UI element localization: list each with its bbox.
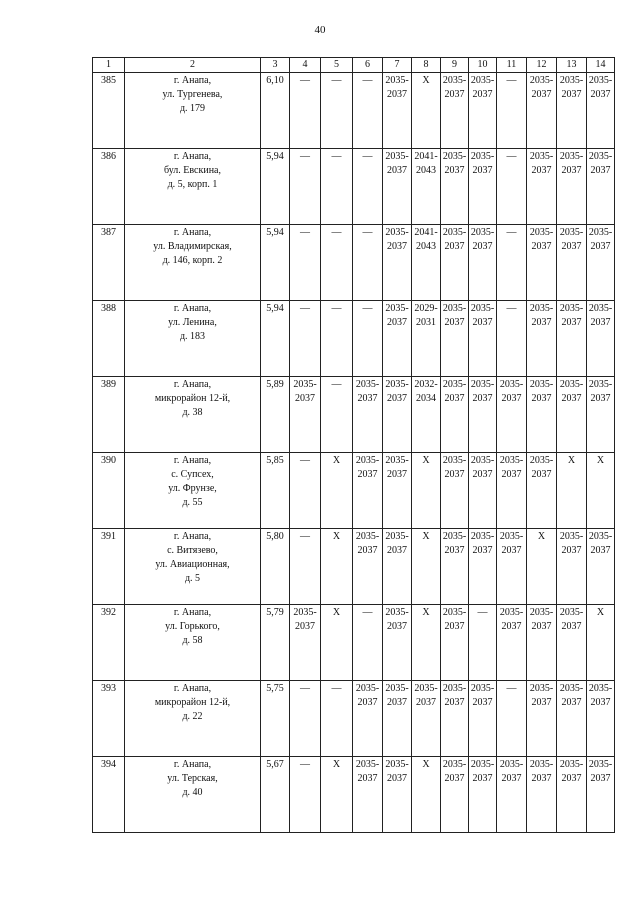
period-cell: — [290, 757, 321, 833]
period-cell: 2035- 2037 [353, 529, 383, 605]
period-cell: 2035- 2037 [441, 529, 469, 605]
row-number: 385 [93, 73, 125, 149]
period-cell: 2035- 2037 [469, 149, 497, 225]
period-cell: 2035- 2037 [441, 377, 469, 453]
period-cell: 2035- 2037 [557, 149, 587, 225]
period-cell: 2035- 2037 [469, 73, 497, 149]
table-row [93, 529, 615, 605]
address-cell: г. Анапа, ул. Владимирская, д. 146, корп. 2 [125, 225, 261, 301]
period-cell: — [321, 681, 353, 757]
column-header: 4 [290, 58, 321, 73]
header-row [93, 58, 615, 73]
column-header: 14 [587, 58, 615, 73]
address-cell: г. Анапа, с. Супсех, ул. Фрунзе, д. 55 [125, 453, 261, 529]
period-cell: — [290, 681, 321, 757]
period-cell: 2035- 2037 [557, 681, 587, 757]
period-cell: 2035- 2037 [383, 225, 412, 301]
row-number: 389 [93, 377, 125, 453]
period-cell: 2035- 2037 [383, 453, 412, 529]
period-cell: 2035- 2037 [497, 529, 527, 605]
period-cell: 2035- 2037 [353, 681, 383, 757]
period-cell: 2035- 2037 [290, 377, 321, 453]
period-cell: — [290, 225, 321, 301]
period-cell: 2035- 2037 [383, 681, 412, 757]
period-cell: X [587, 605, 615, 681]
column-header: 13 [557, 58, 587, 73]
period-cell: 2035- 2037 [587, 757, 615, 833]
period-cell: 2035- 2037 [290, 605, 321, 681]
period-cell: 2035- 2037 [527, 605, 557, 681]
table-row [93, 681, 615, 757]
table-row [93, 605, 615, 681]
period-cell: 2035- 2037 [587, 529, 615, 605]
period-cell: — [290, 73, 321, 149]
period-cell: 2035- 2037 [412, 681, 441, 757]
period-cell: 2035- 2037 [557, 301, 587, 377]
period-cell: X [587, 453, 615, 529]
period-cell: 2035- 2037 [587, 377, 615, 453]
row-number: 392 [93, 605, 125, 681]
period-cell: 2035- 2037 [497, 757, 527, 833]
period-cell: 2035- 2037 [441, 453, 469, 529]
period-cell: X [412, 757, 441, 833]
period-cell: X [412, 453, 441, 529]
table-row [93, 301, 615, 377]
column-header: 10 [469, 58, 497, 73]
row-number: 391 [93, 529, 125, 605]
period-cell: 2035- 2037 [353, 453, 383, 529]
period-cell: X [321, 605, 353, 681]
period-cell: 2035- 2037 [353, 757, 383, 833]
period-cell: 2035- 2037 [441, 605, 469, 681]
column-header: 8 [412, 58, 441, 73]
period-cell: 2035- 2037 [587, 681, 615, 757]
column-header: 11 [497, 58, 527, 73]
period-cell: 2032- 2034 [412, 377, 441, 453]
period-cell: 2035- 2037 [497, 453, 527, 529]
period-cell: 2035- 2037 [441, 225, 469, 301]
period-cell: 2035- 2037 [383, 757, 412, 833]
period-cell: 2035- 2037 [527, 757, 557, 833]
period-cell: 2041- 2043 [412, 149, 441, 225]
area-cell: 5,75 [261, 681, 290, 757]
column-header: 7 [383, 58, 412, 73]
period-cell: — [290, 301, 321, 377]
period-cell: 2035- 2037 [383, 377, 412, 453]
period-cell: 2035- 2037 [469, 225, 497, 301]
table-row [93, 225, 615, 301]
period-cell: 2035- 2037 [383, 73, 412, 149]
address-cell: г. Анапа, ул. Тургенева, д. 179 [125, 73, 261, 149]
table-row [93, 73, 615, 149]
period-cell: — [321, 377, 353, 453]
period-cell: 2035- 2037 [587, 225, 615, 301]
period-cell: — [321, 225, 353, 301]
area-cell: 5,67 [261, 757, 290, 833]
address-cell: г. Анапа, микрорайон 12-й, д. 38 [125, 377, 261, 453]
period-cell: 2035- 2037 [353, 377, 383, 453]
period-cell: 2035- 2037 [527, 301, 557, 377]
period-cell: — [321, 301, 353, 377]
period-cell: 2035- 2037 [441, 757, 469, 833]
period-cell: 2035- 2037 [557, 73, 587, 149]
period-cell: 2041- 2043 [412, 225, 441, 301]
area-cell: 5,89 [261, 377, 290, 453]
area-cell: 5,80 [261, 529, 290, 605]
table-row [93, 377, 615, 453]
period-cell: — [497, 301, 527, 377]
area-cell: 5,85 [261, 453, 290, 529]
table-row [93, 757, 615, 833]
period-cell: X [412, 529, 441, 605]
column-header: 6 [353, 58, 383, 73]
period-cell: — [353, 149, 383, 225]
area-cell: 5,94 [261, 225, 290, 301]
row-number: 390 [93, 453, 125, 529]
row-number: 388 [93, 301, 125, 377]
period-cell: 2035- 2037 [527, 149, 557, 225]
period-cell: 2035- 2037 [557, 377, 587, 453]
column-header: 5 [321, 58, 353, 73]
address-cell: г. Анапа, ул. Терская, д. 40 [125, 757, 261, 833]
period-cell: 2035- 2037 [527, 73, 557, 149]
row-number: 386 [93, 149, 125, 225]
period-cell: 2035- 2037 [587, 149, 615, 225]
period-cell: X [412, 73, 441, 149]
period-cell: — [353, 301, 383, 377]
column-header: 3 [261, 58, 290, 73]
period-cell: 2035- 2037 [383, 529, 412, 605]
period-cell: X [412, 605, 441, 681]
period-cell: X [321, 453, 353, 529]
area-cell: 5,94 [261, 301, 290, 377]
period-cell: 2035- 2037 [557, 225, 587, 301]
period-cell: — [353, 605, 383, 681]
period-cell: — [353, 225, 383, 301]
row-number: 394 [93, 757, 125, 833]
column-header: 1 [93, 58, 125, 73]
repair-schedule-table [92, 57, 615, 833]
period-cell: — [290, 453, 321, 529]
period-cell: 2035- 2037 [469, 529, 497, 605]
period-cell: 2035- 2037 [469, 453, 497, 529]
period-cell: 2035- 2037 [469, 377, 497, 453]
period-cell: 2035- 2037 [527, 377, 557, 453]
area-cell: 6,10 [261, 73, 290, 149]
period-cell: 2035- 2037 [527, 453, 557, 529]
period-cell: 2035- 2037 [441, 73, 469, 149]
period-cell: — [321, 73, 353, 149]
period-cell: 2035- 2037 [497, 605, 527, 681]
period-cell: — [290, 529, 321, 605]
period-cell: — [353, 73, 383, 149]
period-cell: 2029- 2031 [412, 301, 441, 377]
period-cell: 2035- 2037 [441, 681, 469, 757]
period-cell: 2035- 2037 [587, 73, 615, 149]
table-body [93, 73, 615, 833]
period-cell: 2035- 2037 [383, 301, 412, 377]
period-cell: 2035- 2037 [587, 301, 615, 377]
period-cell: 2035- 2037 [527, 225, 557, 301]
column-header: 2 [125, 58, 261, 73]
column-header: 9 [441, 58, 469, 73]
column-header: 12 [527, 58, 557, 73]
address-cell: г. Анапа, с. Витязево, ул. Авиационная, д. 5 [125, 529, 261, 605]
period-cell: — [469, 605, 497, 681]
period-cell: X [321, 529, 353, 605]
table-row [93, 453, 615, 529]
period-cell: 2035- 2037 [497, 377, 527, 453]
period-cell: 2035- 2037 [527, 681, 557, 757]
period-cell: — [497, 225, 527, 301]
address-cell: г. Анапа, ул. Ленина, д. 183 [125, 301, 261, 377]
period-cell: — [497, 73, 527, 149]
period-cell: 2035- 2037 [469, 681, 497, 757]
period-cell: 2035- 2037 [469, 757, 497, 833]
period-cell: 2035- 2037 [557, 529, 587, 605]
period-cell: X [321, 757, 353, 833]
area-cell: 5,94 [261, 149, 290, 225]
address-cell: г. Анапа, ул. Горького, д. 58 [125, 605, 261, 681]
period-cell: 2035- 2037 [383, 605, 412, 681]
page-number: 40 [314, 24, 326, 36]
period-cell: 2035- 2037 [557, 605, 587, 681]
period-cell: X [557, 453, 587, 529]
period-cell: X [527, 529, 557, 605]
area-cell: 5,79 [261, 605, 290, 681]
period-cell: 2035- 2037 [469, 301, 497, 377]
address-cell: г. Анапа, микрорайон 12-й, д. 22 [125, 681, 261, 757]
period-cell: — [497, 681, 527, 757]
period-cell: 2035- 2037 [557, 757, 587, 833]
table-row [93, 149, 615, 225]
row-number: 387 [93, 225, 125, 301]
address-cell: г. Анапа, бул. Евскина, д. 5, корп. 1 [125, 149, 261, 225]
period-cell: 2035- 2037 [383, 149, 412, 225]
period-cell: 2035- 2037 [441, 149, 469, 225]
period-cell: — [497, 149, 527, 225]
period-cell: 2035- 2037 [441, 301, 469, 377]
row-number: 393 [93, 681, 125, 757]
period-cell: — [290, 149, 321, 225]
period-cell: — [321, 149, 353, 225]
